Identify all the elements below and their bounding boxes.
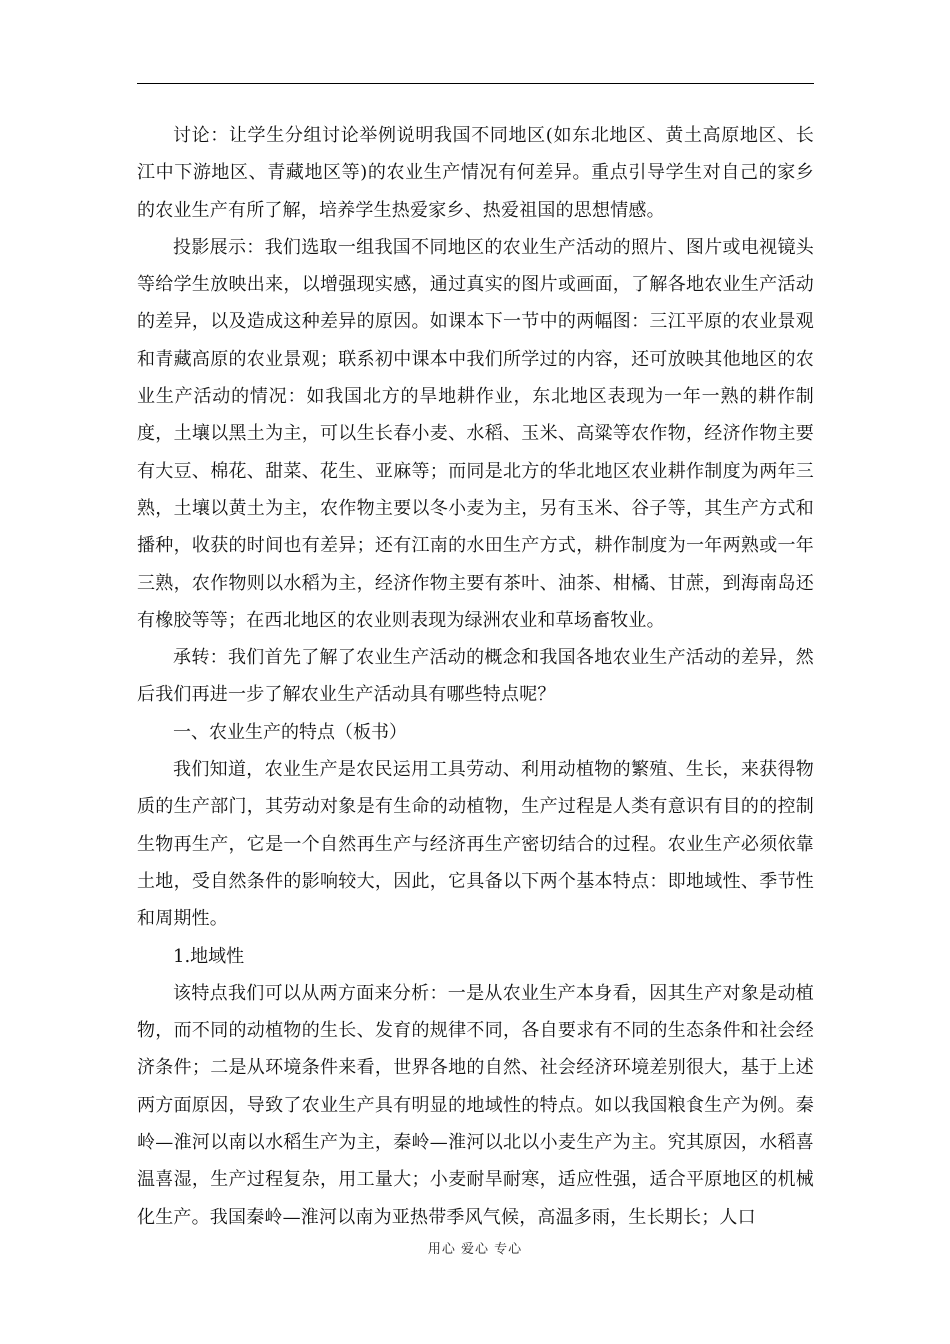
section-heading-features: 一、农业生产的特点（板书） [173, 721, 407, 743]
paragraph-projection: 投影展示：我们选取一组我国不同地区的农业生产活动的照片、图片或电视镜头等给学生放映出来，以增强现实感，通过真实的图片或画面，了解各地农业生产活动的差异，以及造成这种差异的原因。如课本下一节中的两幅图：三江平原的农业景观和青藏高原的农业景观；联系初中课本中我们所学过的内容，还可放映其他地区的农业生产活动的情况：如我国北方的旱地耕作业，东北地区表现为一年一熟的耕作制度，土壤以黑土为主，可以生长春小麦、水稻、玉米、高粱等农作物，经济作物主要有大豆、棉花、甜菜、花生、亚麻等；而同是北方的华北地区农业耕作制度为两年三熟，土壤以黄土为主，农作物主要以冬小麦为主，另有玉米、谷子等，其生产方式和播种，收获的时间也有差异；还有江南的水田生产方式，耕作制度为一年两熟或一年三熟，农作物则以水稻为主，经济作物主要有茶叶、油茶、柑橘、甘蔗，到海南岛还有橡胶等等；在西北地区的农业则表现为绿洲农业和草场畜牧业。 [137, 236, 814, 631]
subheading-regionality: 1.地域性 [173, 945, 245, 967]
page-footer: 用心 爱心 专心 [427, 1242, 523, 1257]
paragraph-features-intro: 我们知道，农业生产是农民运用工具劳动、利用动植物的繁殖、生长，来获得物质的生产部门，其劳动对象是有生命的动植物，生产过程是人类有意识有目的的控制生物再生产，它是一个自然再生产与经济再生产密切结合的过程。农业生产必须依靠土地，受自然条件的影响较大，因此，它具备以下两个基本特点：即地域性、季节性和周期性。 [137, 759, 814, 930]
paragraph-transition: 承转：我们首先了解了农业生产活动的概念和我国各地农业生产活动的差异，然后我们再进一步了解农业生产活动具有哪些特点呢？ [137, 647, 814, 706]
document-body [137, 117, 814, 1236]
paragraph-regionality: 该特点我们可以从两方面来分析：一是从农业生产本身看，因其生产对象是动植物，而不同的动植物的生长、发育的规律不同，各自要求有不同的生态条件和社会经济条件；二是从环境条件来看，世界各地的自然、社会经济环境差别很大，基于上述两方面原因，导致了农业生产具有明显的地域性的特点。如以我国粮食生产为例。秦岭—淮河以南以水稻生产为主，秦岭—淮河以北以小麦生产为主。究其原因，水稻喜温喜湿，生产过程复杂，用工量大；小麦耐旱耐寒，适应性强，适合平原地区的机械化生产。我国秦岭—淮河以南为亚热带季风气候，高温多雨，生长期长；人口 [137, 982, 814, 1228]
paragraph-discussion: 讨论：让学生分组讨论举例说明我国不同地区(如东北地区、黄土高原地区、长江中下游地区、青藏地区等)的农业生产情况有何差异。重点引导学生对自己的家乡的农业生产有所了解，培养学生热爱家乡、热爱祖国的思想情感。 [137, 125, 814, 221]
header-rule [137, 83, 814, 84]
